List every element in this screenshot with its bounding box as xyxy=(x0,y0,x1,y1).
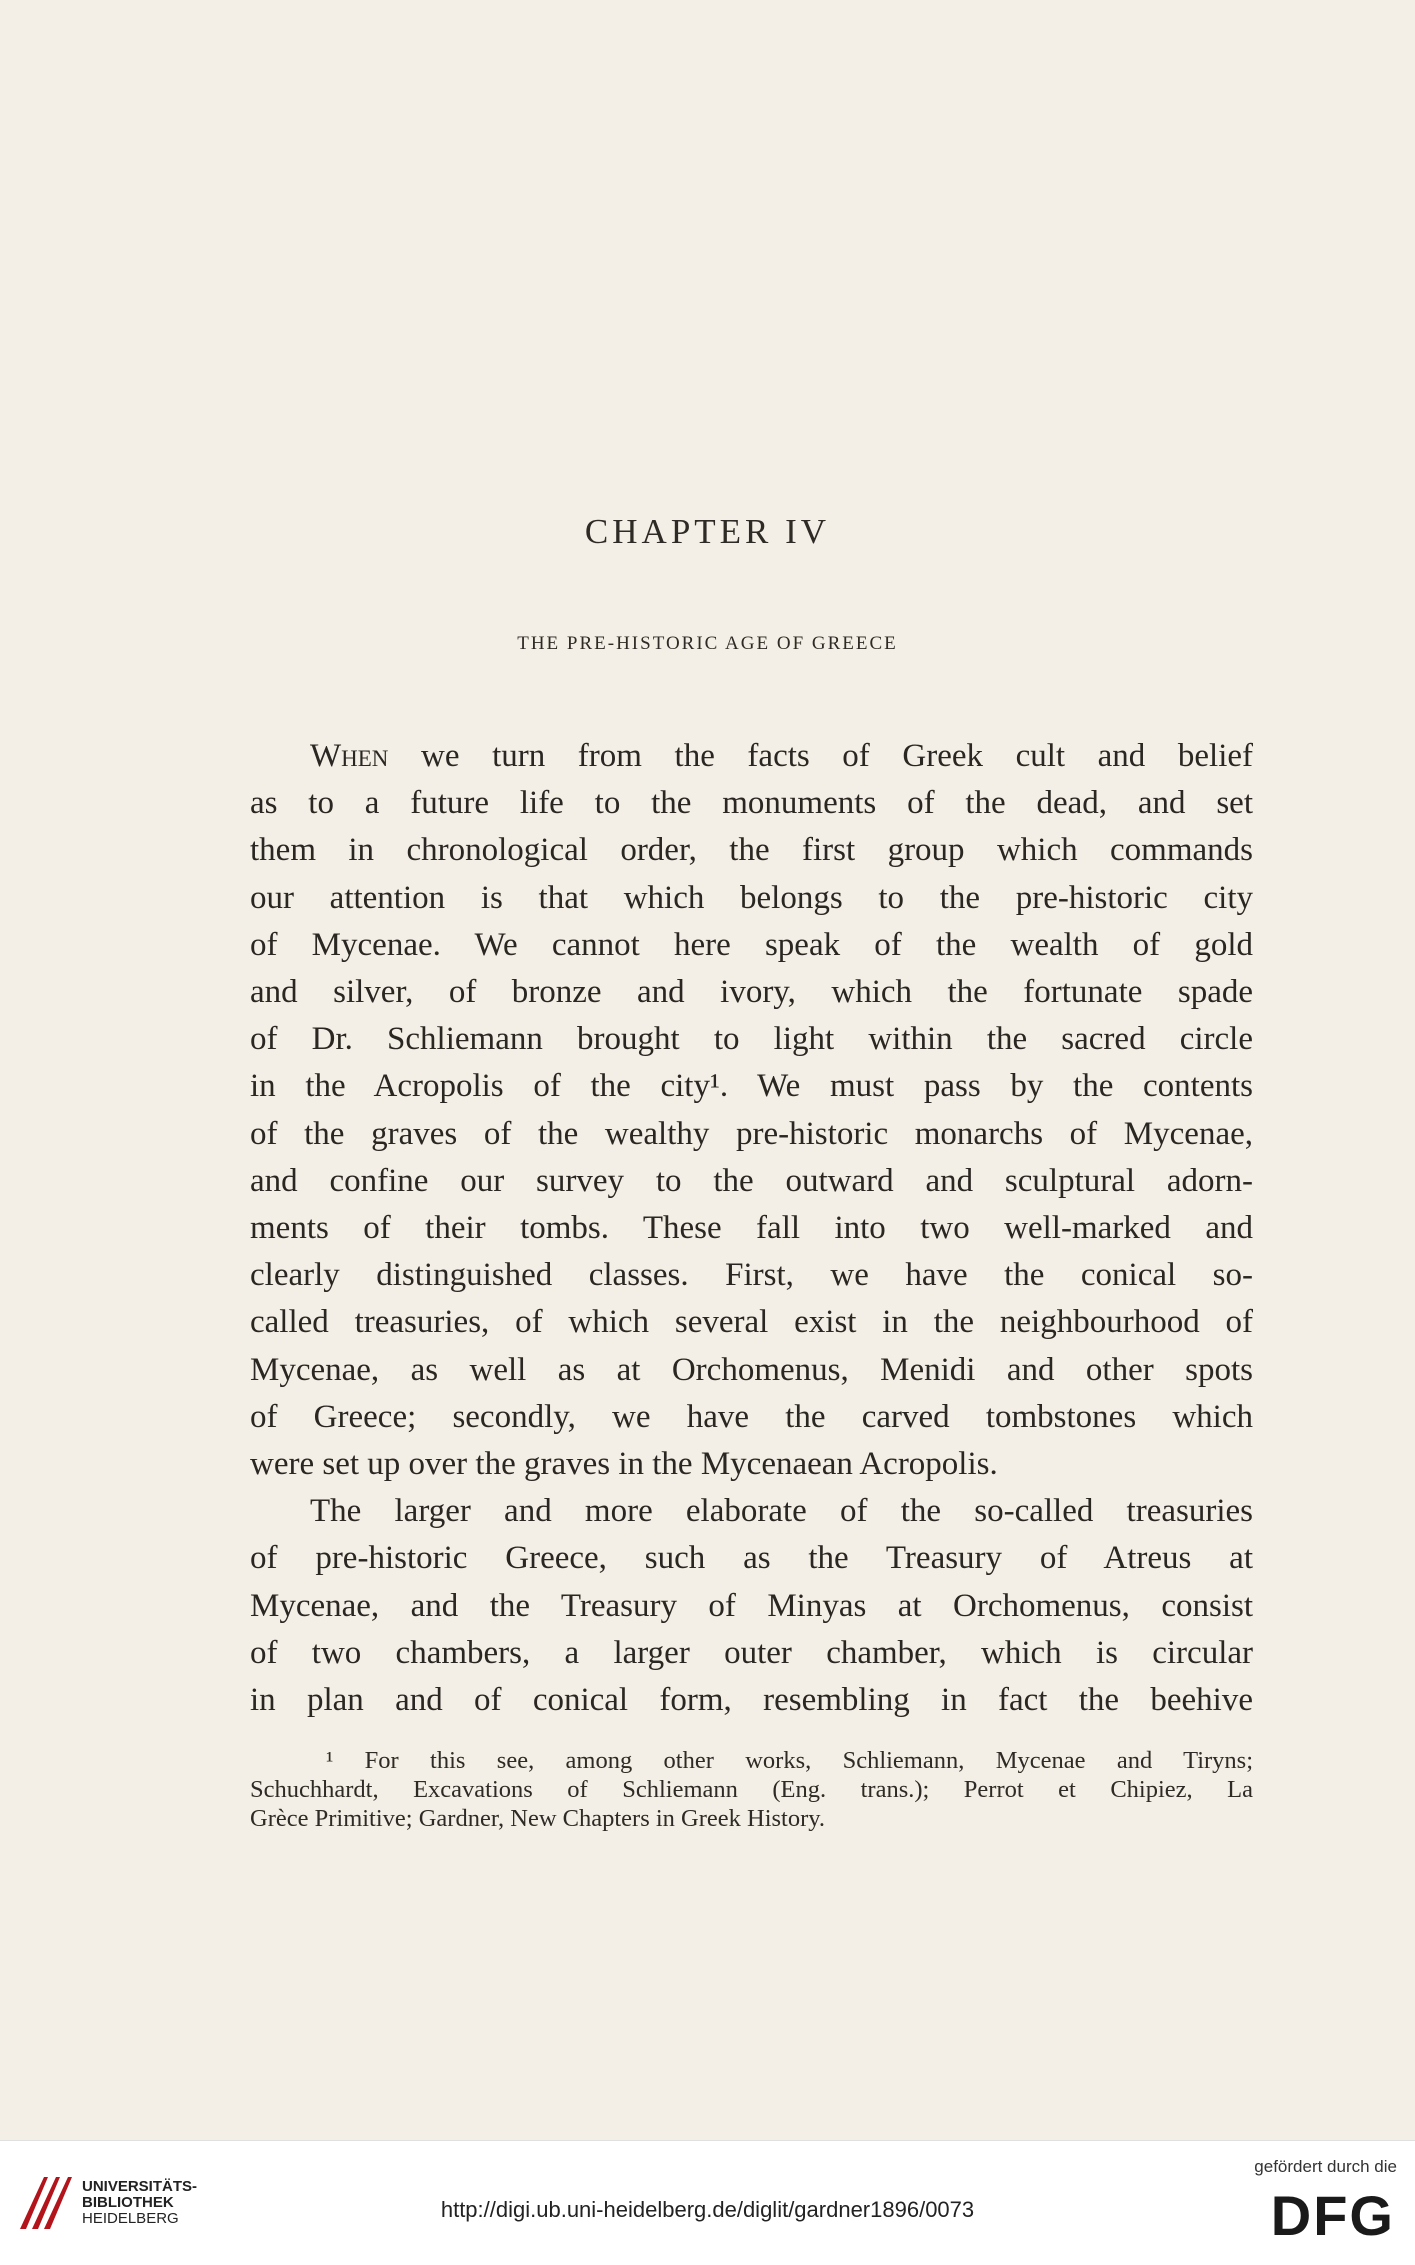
text-line: Mycenae, as well as at Orchomenus, Menidi and other spots xyxy=(250,1351,1253,1388)
footnote-line: ¹ For this see, among other works, Schliemann, Mycenae and Tiryns; xyxy=(326,1747,1253,1774)
text-line: as to a future life to the monuments of the dead, and set xyxy=(250,785,1253,822)
text-line: in the Acropolis of the city¹. We must pass by the contents xyxy=(250,1068,1253,1105)
text-line: them in chronological order, the first group which commands xyxy=(250,832,1253,869)
lead-word: When xyxy=(310,738,389,774)
text-line: and confine our survey to the outward and sculptural adorn- xyxy=(250,1162,1253,1199)
chapter-subtitle: THE PRE-HISTORIC AGE OF GREECE xyxy=(517,633,898,654)
chapter-title: CHAPTER IV xyxy=(584,512,831,551)
paragraph-2 xyxy=(250,1488,1253,1724)
text-line: and silver, of bronze and ivory, which the fortunate spade xyxy=(250,974,1253,1011)
text-line-rest: we turn from the facts of Greek cult and belief xyxy=(388,738,1253,774)
paragraph-1 xyxy=(250,733,1253,1488)
library-name-line: HEIDELBERG xyxy=(82,2210,179,2227)
text-line: of Greece; secondly, we have the carved tombstones which xyxy=(250,1398,1253,1435)
text-line: of the graves of the wealthy pre-historic monarchs of Mycenae, xyxy=(250,1115,1253,1152)
funded-by-label: gefördert durch die xyxy=(1254,2157,1397,2176)
text-line: of Dr. Schliemann brought to light within the sacred circle xyxy=(250,1021,1253,1058)
text-line: The larger and more elaborate of the so-called treasuries xyxy=(310,1493,1253,1530)
text-line xyxy=(250,733,1253,780)
text-line: of Mycenae. We cannot here speak of the wealth of gold xyxy=(250,926,1253,963)
text-line: were set up over the graves in the Mycenaean Acropolis. xyxy=(250,1446,998,1483)
library-name-line: UNIVERSITÄTS- xyxy=(82,2178,198,2195)
source-url-link[interactable]: http://digi.ub.uni-heidelberg.de/diglit/gardner1896/0073 xyxy=(440,2197,975,2222)
text-line: ments of their tombs. These fall into two well-marked and xyxy=(250,1210,1253,1247)
text-line: our attention is that which belongs to the pre-historic city xyxy=(250,879,1253,916)
library-name-line: BIBLIOTHEK xyxy=(82,2194,174,2211)
footnotes xyxy=(250,1746,1253,1833)
footnote-line: Schuchhardt, Excavations of Schliemann (Eng. trans.); Perrot et Chipiez, La xyxy=(250,1776,1253,1803)
footnote-line: Grèce Primitive; Gardner, New Chapters in Greek History. xyxy=(250,1805,826,1832)
text-line: of pre-historic Greece, such as the Treasury of Atreus at xyxy=(250,1540,1253,1577)
dfg-logo: DFG xyxy=(1270,2184,1395,2247)
text-line: in plan and of conical form, resembling in fact the beehive xyxy=(250,1682,1253,1719)
body-text xyxy=(250,733,1253,1724)
digitization-footer xyxy=(0,2140,1415,2265)
text-line: Mycenae, and the Treasury of Minyas at Orchomenus, consist xyxy=(250,1587,1253,1624)
text-line: of two chambers, a larger outer chamber, which is circular xyxy=(250,1634,1253,1671)
text-line: called treasuries, of which several exist in the neighbourhood of xyxy=(250,1304,1253,1341)
text-line: clearly distinguished classes. First, we have the conical so- xyxy=(250,1257,1253,1294)
